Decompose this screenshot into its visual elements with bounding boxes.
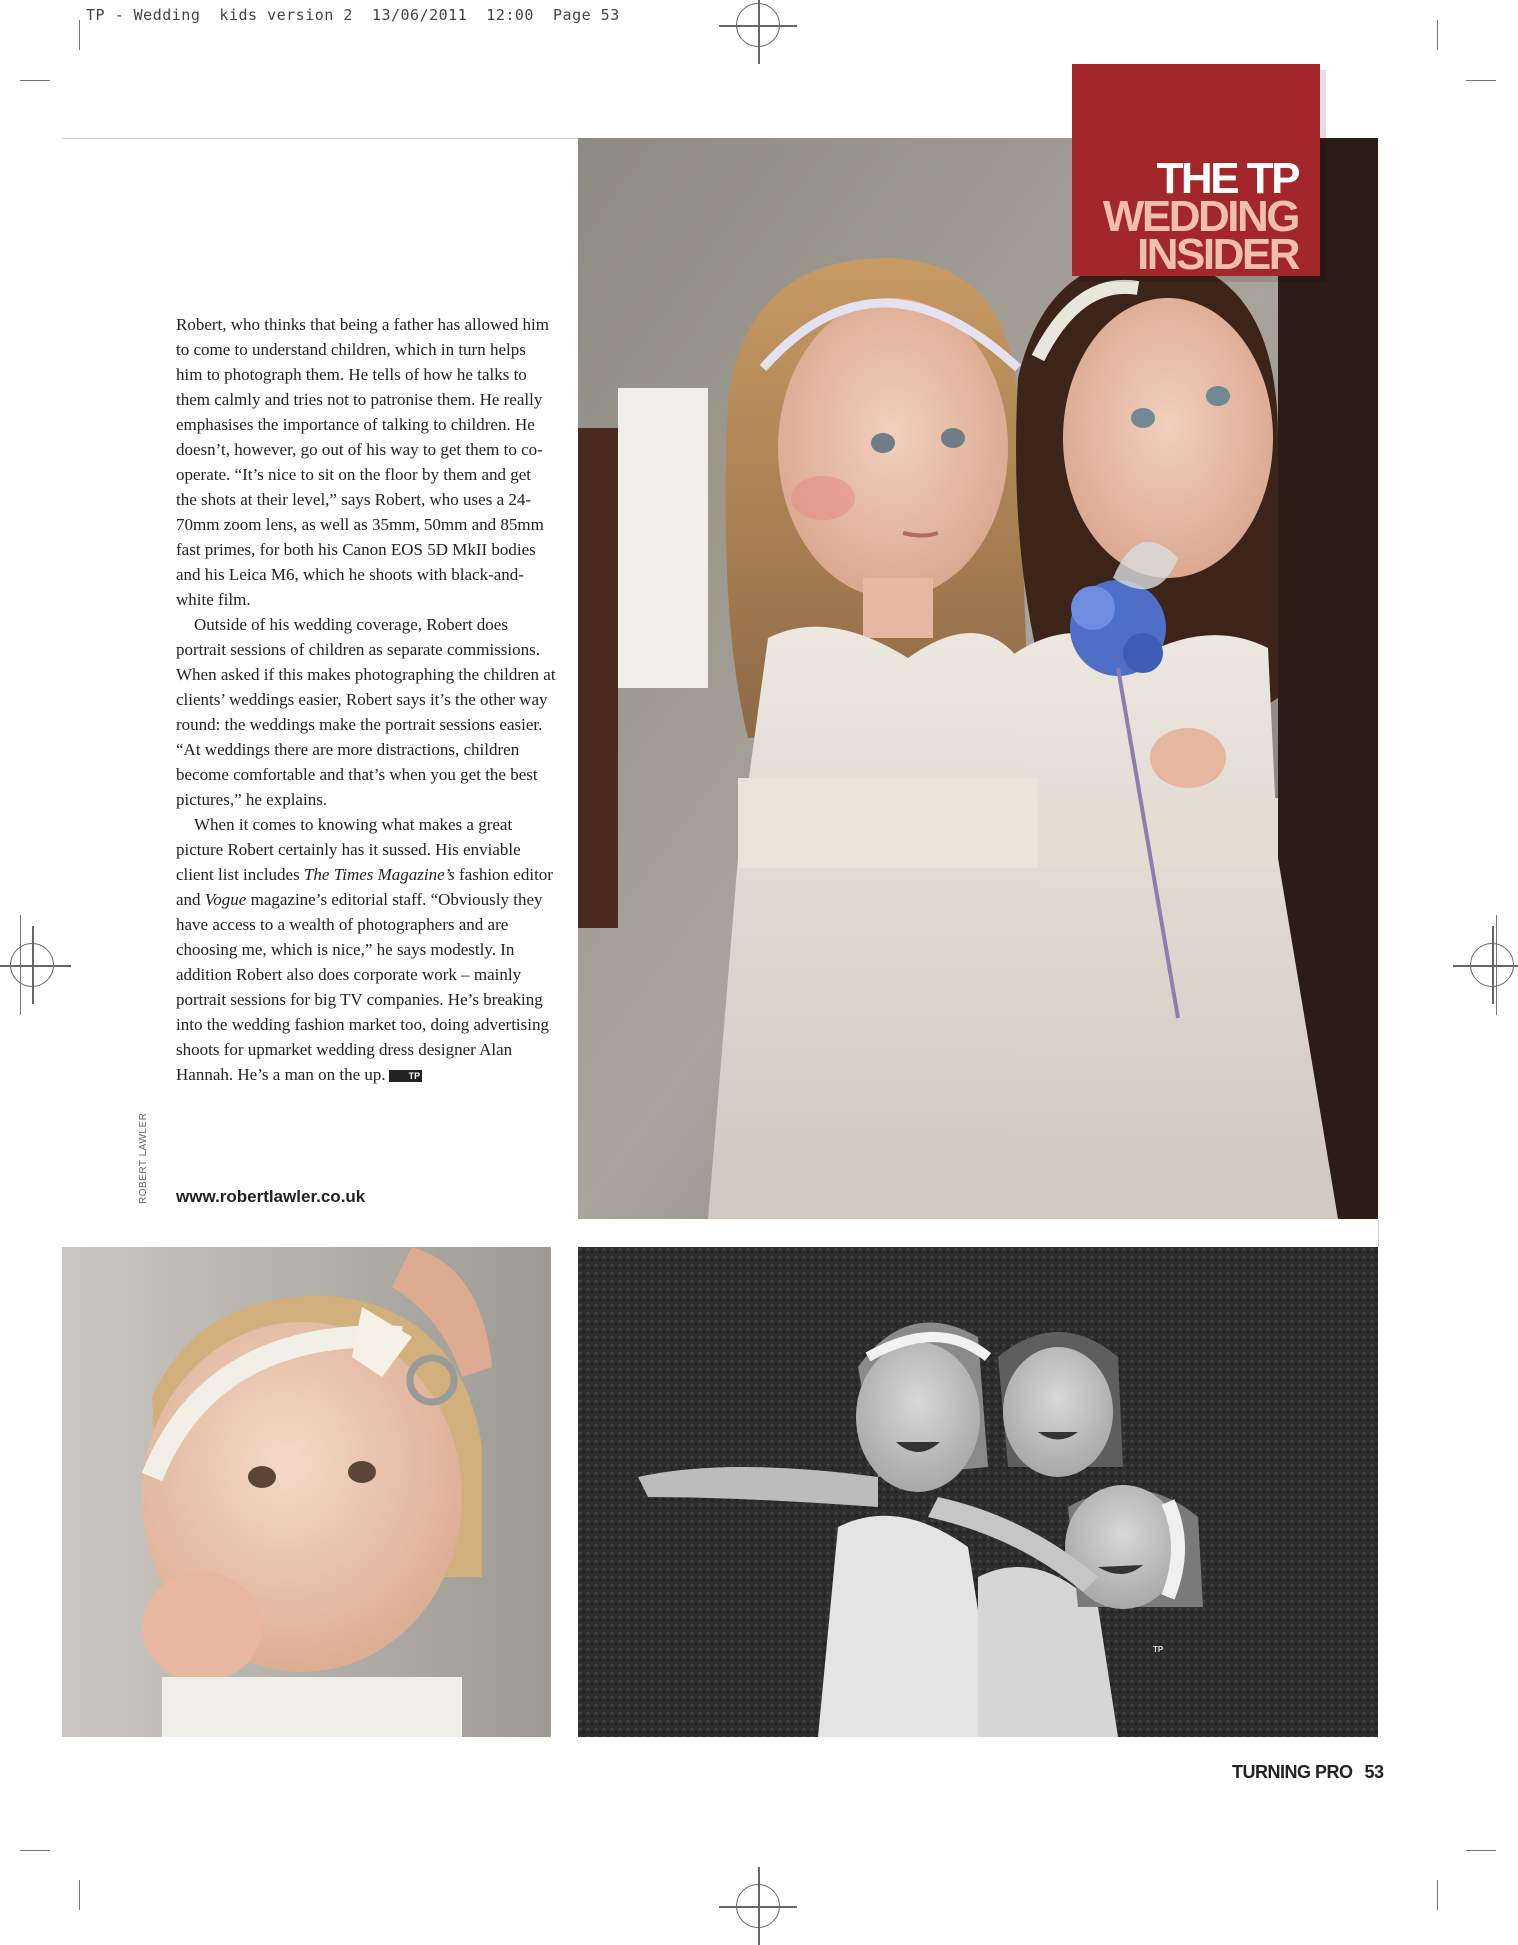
crop-mark [79, 20, 80, 50]
photo-credit: ROBERT LAWLER [138, 1112, 149, 1204]
printer-slug: TP - Wedding kids version 2 13/06/2011 12:00 Page 53 [86, 6, 620, 24]
badge-line-3: INSIDER [1137, 230, 1298, 279]
top-rule [62, 138, 578, 139]
badge-line-2: WEDDING [1102, 192, 1298, 241]
wedding-insider-badge [1072, 64, 1320, 279]
page-number: 53 [1364, 1762, 1384, 1782]
crop-mark [1466, 1850, 1496, 1851]
registration-mark [736, 1884, 780, 1928]
crop-mark [20, 1850, 50, 1851]
photo-three-girls-bw [578, 1247, 1378, 1737]
crop-mark [1437, 1880, 1438, 1910]
photo-toddler-headband [62, 1247, 551, 1737]
crop-mark [20, 80, 50, 81]
badge-line-1: THE TP [1156, 154, 1298, 203]
photo-tp-mark: TP [1153, 1645, 1164, 1654]
registration-mark [10, 943, 54, 987]
tp-end-mark: TP [389, 1070, 423, 1082]
publication-title: Vogue [204, 890, 247, 909]
article-paragraph: Robert, who thinks that being a father has allowed him to come to understand children, which in turn helps him to photograph them. He tells of how he talks to them calmly and tries not to patronise them. He really emphasises the importance of talking to children. He doesn’t, however, go out of his way to get them to co-operate. “It’s nice to sit on the floor by them and get the shots at their level,” says Robert, who uses a 24-70mm zoom lens, as well as 35mm, 50mm and 85mm fast primes, for both his Canon EOS 5D MkII bodies and his Leica M6, which he shoots with black-and-white film. [176, 315, 549, 609]
publication-title: The Times Magazine’s [303, 865, 455, 884]
article-paragraph [176, 812, 556, 1087]
website-url: www.robertlawler.co.uk [176, 1187, 366, 1206]
crop-mark [79, 1880, 80, 1910]
paragraph-text: fashion editor and [176, 865, 553, 909]
registration-mark [736, 3, 780, 47]
photo-flower-girls [578, 138, 1378, 1219]
paragraph-text: magazine’s editorial staff. “Obviously they have access to a wealth of photographers and are choosing me, which is nice,” he says modestly. In addition Robert also does corporate work – mainly portrait sessions for big TV companies. He’s breaking into the wedding fashion market too, doing advertising shoots for upmarket wedding dress designer Alan Hannah. He’s a man on the up. [176, 890, 549, 1084]
section-name: TURNING PRO [1232, 1762, 1353, 1782]
page-folio [1232, 1762, 1384, 1783]
crop-mark [1466, 80, 1496, 81]
registration-mark [1470, 943, 1514, 987]
side-rule [1378, 1219, 1379, 1247]
article-paragraph: Outside of his wedding coverage, Robert does portrait sessions of children as separate commissions. When asked if this makes photographing the children at clients’ weddings easier, Robert says it’s the other way round: the weddings make the portrait sessions easier. “At weddings there are more distractions, children become comfortable and that’s when you get the best pictures,” he explains. [176, 615, 556, 809]
crop-mark [1437, 20, 1438, 50]
article-body [176, 312, 556, 1087]
paragraph-text: When it comes to knowing what makes a great picture Robert certainly has it sussed. His enviable client list includes [176, 815, 521, 884]
